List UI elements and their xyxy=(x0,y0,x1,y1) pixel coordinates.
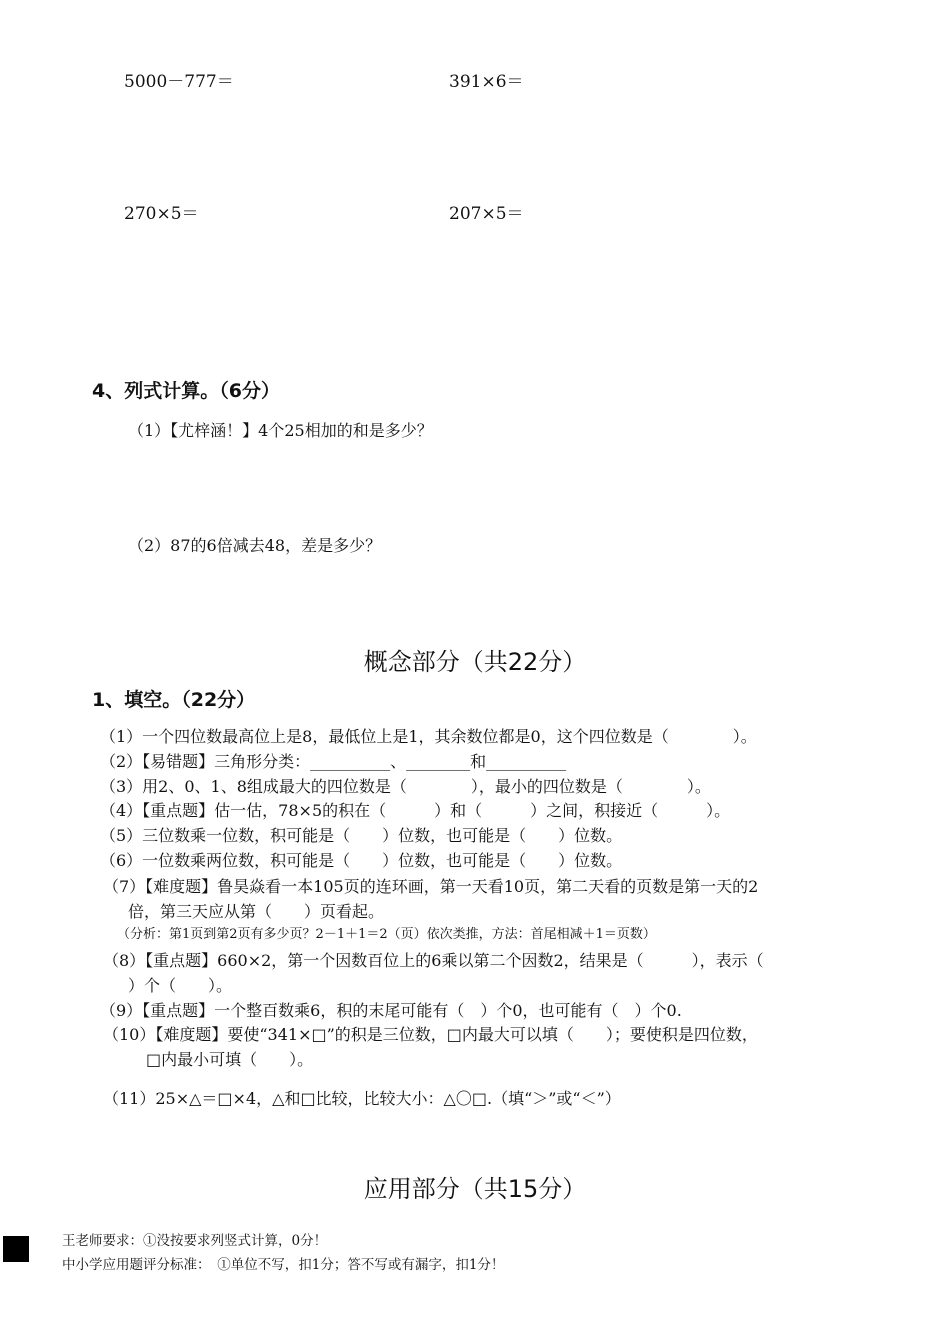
calc-item: 391×6＝ xyxy=(449,72,524,92)
fill-item: （11）25×△＝□×4，△和□比较，比较大小：△〇□.（填“＞”或“＜”） xyxy=(103,1089,621,1108)
fill-blank-heading: 1、填空。（22分） xyxy=(92,689,256,711)
fill-item-continuation: ）个（ ）。 xyxy=(128,976,233,995)
footer-requirement: 王老师要求：①没按要求列竖式计算，0分！ xyxy=(62,1233,328,1249)
fill-item-continuation: □内最小可填（ ）。 xyxy=(146,1050,314,1069)
fill-item: （10）【难度题】要使“341×□”的积是三位数，□内最大可以填（ ）；要使积是四位数， xyxy=(103,1025,758,1044)
fill-item: （1）一个四位数最高位上是8，最低位上是1，其余数位都是0，这个四位数是（ ）。 xyxy=(100,727,757,746)
section4-question-1: （1）【尤梓涵！】4个25相加的和是多少？ xyxy=(128,421,433,440)
fill-item: （6）一位数乘两位数，积可能是（ ）位数，也可能是（ ）位数。 xyxy=(100,851,623,870)
footer-grading-standard: 中小学应用题评分标准： ①单位不写，扣1分；答不写或有漏字，扣1分！ xyxy=(62,1257,505,1273)
fill-item-continuation: 倍，第三天应从第（ ）页看起。 xyxy=(128,902,385,921)
section4-heading: 4、列式计算。（6分） xyxy=(92,380,280,402)
section4-question-2: （2）87的6倍减去48，差是多少？ xyxy=(128,536,382,555)
calc-item: 207×5＝ xyxy=(449,204,524,224)
fill-item: （4）【重点题】估一估，78×5的积在（ ）和（ ）之间，积接近（ ）。 xyxy=(100,801,731,820)
fill-item: （7）【难度题】鲁昊焱看一本105页的连环画，第一天看10页，第二天看的页数是第一天的2 xyxy=(103,877,759,896)
application-section-title: 应用部分（共15分） xyxy=(363,1175,587,1203)
calc-item: 5000－777＝ xyxy=(124,72,234,92)
fill-item: （3）用2、0、1、8组成最大的四位数是（ ），最小的四位数是（ ）。 xyxy=(100,777,711,796)
calc-item: 270×5＝ xyxy=(124,204,199,224)
black-square-marker xyxy=(3,1236,29,1262)
fill-item: （9）【重点题】一个整百数乘6，积的末尾可能有（ ）个0，也可能有（ ）个0. xyxy=(100,1001,682,1020)
fill-item: （2）【易错题】三角形分类：__________、________和__________ xyxy=(100,752,567,771)
fill-item: （5）三位数乘一位数，积可能是（ ）位数，也可能是（ ）位数。 xyxy=(100,826,623,845)
concept-section-title: 概念部分（共22分） xyxy=(363,648,587,676)
fill-item: （8）【重点题】660×2，第一个因数百位上的6乘以第二个因数2，结果是（ ），表示（ xyxy=(103,951,764,970)
analysis-note: （分析：第1页到第2页有多少页？2－1＋1＝2（页）依次类推，方法：首尾相减＋1＝页数） xyxy=(117,927,656,942)
